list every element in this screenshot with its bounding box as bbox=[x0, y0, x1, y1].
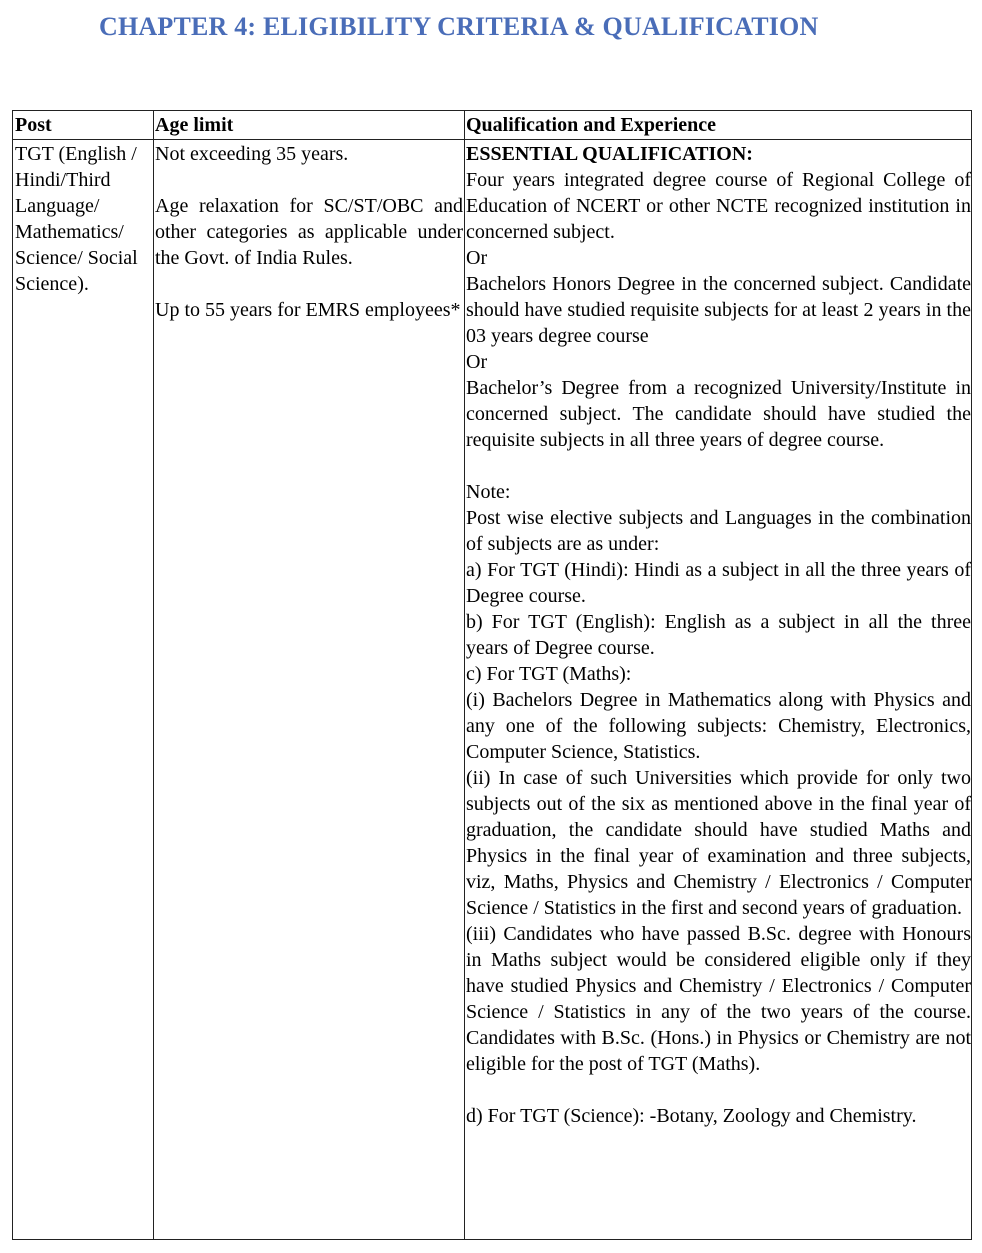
qualification-option-1: Four years integrated degree course of Regional College of Education of NCERT or other NCTE recognized institution in concerned subject. bbox=[466, 169, 971, 243]
cell-post: TGT (English / Hindi/Third Language/ Mathematics/ Science/ Social Science). bbox=[15, 143, 138, 295]
note-item-english: b) For TGT (English): English as a subject in all the three years of Degree course. bbox=[466, 611, 971, 659]
note-label: Note: bbox=[466, 481, 511, 503]
eligibility-table bbox=[12, 110, 972, 1240]
qualification-heading: ESSENTIAL QUALIFICATION: bbox=[466, 143, 753, 165]
qualification-option-2: Bachelors Honors Degree in the concerned subject. Candidate should have studied requisite subjects for at least 2 years in the 03 years degree course bbox=[466, 273, 971, 347]
chapter-title: CHAPTER 4: ELIGIBILITY CRITERIA & QUALIFICATION bbox=[99, 12, 819, 41]
qualification-option-3: Bachelor’s Degree from a recognized University/Institute in concerned subject. The candidate should have studied the requisite subjects in all three years of degree course. bbox=[466, 377, 971, 451]
cell-age-limit bbox=[155, 141, 463, 323]
age-max: Not exceeding 35 years. bbox=[155, 143, 349, 165]
column-divider-post-age bbox=[153, 111, 154, 1239]
note-item-maths-i: (i) Bachelors Degree in Mathematics along with Physics and any one of the following subjects: Chemistry, Electronics, Computer Science, Statistics. bbox=[466, 689, 971, 763]
header-post: Post bbox=[15, 114, 52, 136]
note-item-maths-iii: (iii) Candidates who have passed B.Sc. degree with Honours in Maths subject would be considered eligible only if they have studied Physics and Chemistry / Electronics / Computer Science / Statistics in any of the two years of the course. Candidates with B.Sc. (Hons.) in Physics or Chemistry are not eligible for the post of TGT (Maths). bbox=[466, 923, 971, 1075]
age-emrs-employees: Up to 55 years for EMRS employees* bbox=[155, 299, 461, 321]
header-age-limit: Age limit bbox=[155, 114, 234, 136]
note-item-hindi: a) For TGT (Hindi): Hindi as a subject in all the three years of Degree course. bbox=[466, 559, 971, 607]
header-divider bbox=[13, 139, 971, 140]
note-item-maths: c) For TGT (Maths): bbox=[466, 663, 632, 685]
note-intro: Post wise elective subjects and Languages in the combination of subjects are as under: bbox=[466, 507, 971, 555]
cell-qualification bbox=[466, 141, 971, 1129]
age-relaxation: Age relaxation for SC/ST/OBC and other categories as applicable under the Govt. of India Rules. bbox=[155, 195, 463, 269]
column-divider-age-qualification bbox=[464, 111, 465, 1239]
header-qualification: Qualification and Experience bbox=[466, 114, 716, 136]
or-separator: Or bbox=[466, 351, 488, 373]
note-item-maths-ii: (ii) In case of such Universities which provide for only two subjects out of the six as mentioned above in the final year of graduation, the candidate should have studied Maths and Physics in the final year of examination and three subjects, viz, Maths, Physics and Chemistry / Electronics / Computer Science / Statistics in the first and second years of graduation. bbox=[466, 767, 971, 919]
note-item-science: d) For TGT (Science): -Botany, Zoology and Chemistry. bbox=[466, 1105, 917, 1127]
or-separator: Or bbox=[466, 247, 488, 269]
